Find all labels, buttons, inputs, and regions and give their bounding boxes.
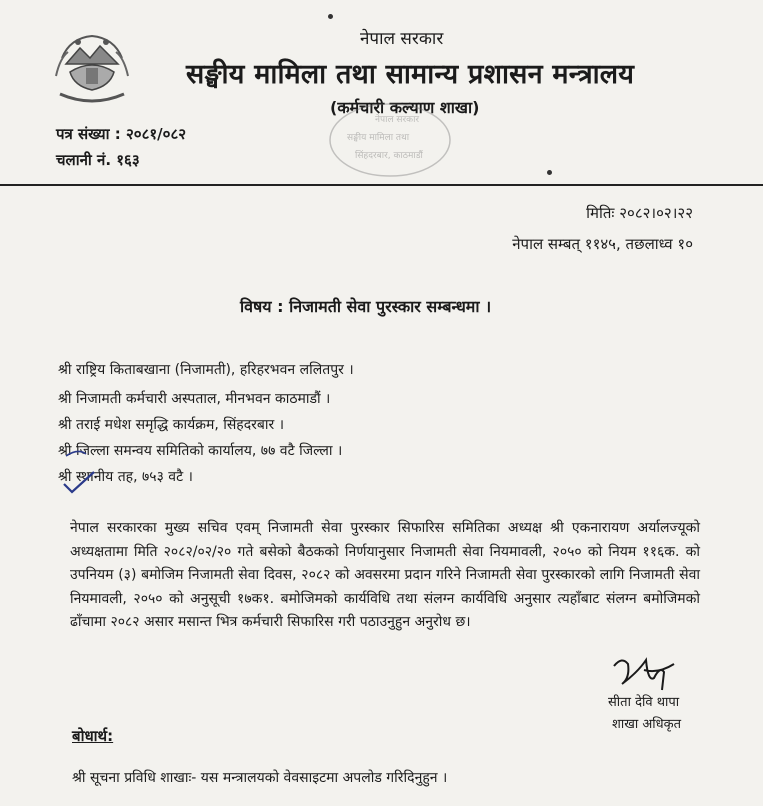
ministry-title: सङ्घीय मामिला तथा सामान्य प्रशासन मन्त्रालय (186, 59, 635, 90)
header-divider (0, 184, 763, 186)
letter-date: मितिः २०८२।०२।२२ (586, 204, 693, 222)
recipient-item: श्री जिल्ला समन्वय समितिको कार्यालय, ७७ वटै जिल्ला । (58, 443, 343, 459)
letter-number: पत्र संख्या : २०८१/०८२ (56, 125, 187, 143)
recipient-item: श्री तराई मधेश समृद्धि कार्यक्रम, सिंहदरबार । (58, 417, 285, 433)
letter-body: नेपाल सरकारका मुख्य सचिव एवम् निजामती सेवा पुरस्कार सिफारिस समितिका अध्यक्ष श्री एकनारायण अर्यालज्यूको अध्यक्षतामा मिति २०८२/०२/२० गते बसेको बैठकको निर्णयानुसार निजामती सेवा नियमावली, २०५० को नियम ११६क. को उपनियम (३) बमोजिम निजामती सेवा दिवस, २०८२ को अवसरमा प्रदान गरिने निजामती सेवा पुरस्कारको लागि निजामती सेवा नियमावली, २०५० को अनुसूची १७क१. बमोजिमको कार्यविधि तथा संलग्न कार्यविधि अनुसार त्यहाँबाट संलग्न बमोजिमको ढाँचामा २०८२ असार मसान्त भित्र कर्मचारी सिफारिस गरी पठाउनुहुन अनुरोध छ। (70, 520, 700, 630)
signatory-name: सीता देवि थापा (608, 695, 680, 710)
office-seal-stamp (325, 100, 455, 180)
nepal-sambat-date: नेपाल सम्बत् ११४५, तछलाध्व १० (512, 235, 693, 253)
handwritten-tick-mark (60, 440, 100, 495)
nepal-emblem-icon (50, 28, 134, 112)
signatory-title: शाखा अधिकृत (612, 717, 682, 732)
svg-text:सिंहदरबार, काठमाडौं: सिंहदरबार, काठमाडौं (355, 151, 423, 161)
government-title: नेपाल सरकार (360, 29, 444, 49)
subject-line: विषय : निजामती सेवा पुरस्कार सम्बन्धमा । (240, 297, 492, 316)
svg-text:नेपाल सरकार: नेपाल सरकार (375, 115, 420, 125)
bodhartha-recipient: श्री सूचना प्रविधि शाखाः- यस मन्त्रालयको वेवसाइटमा अपलोड गरिदिनुहुन । (72, 770, 448, 786)
branch-name: (कर्मचारी कल्याण शाखा) (330, 98, 480, 117)
speck (547, 170, 552, 175)
recipient-item: श्री राष्ट्रिय किताबखाना (निजामती), हरिहरभवन ललितपुर । (58, 362, 354, 378)
speck (328, 14, 333, 19)
dispatch-number: चलानी नं. १६३ (56, 151, 140, 169)
svg-text:सङ्घीय मामिला तथा: सङ्घीय मामिला तथा (347, 133, 410, 143)
recipient-item: श्री निजामती कर्मचारी अस्पताल, मीनभवन काठमाडौं । (58, 391, 331, 407)
recipient-item: श्री स्थानीय तह, ७५३ वटै । (58, 469, 193, 485)
bodhartha-heading: बोधार्थ: (72, 727, 114, 745)
